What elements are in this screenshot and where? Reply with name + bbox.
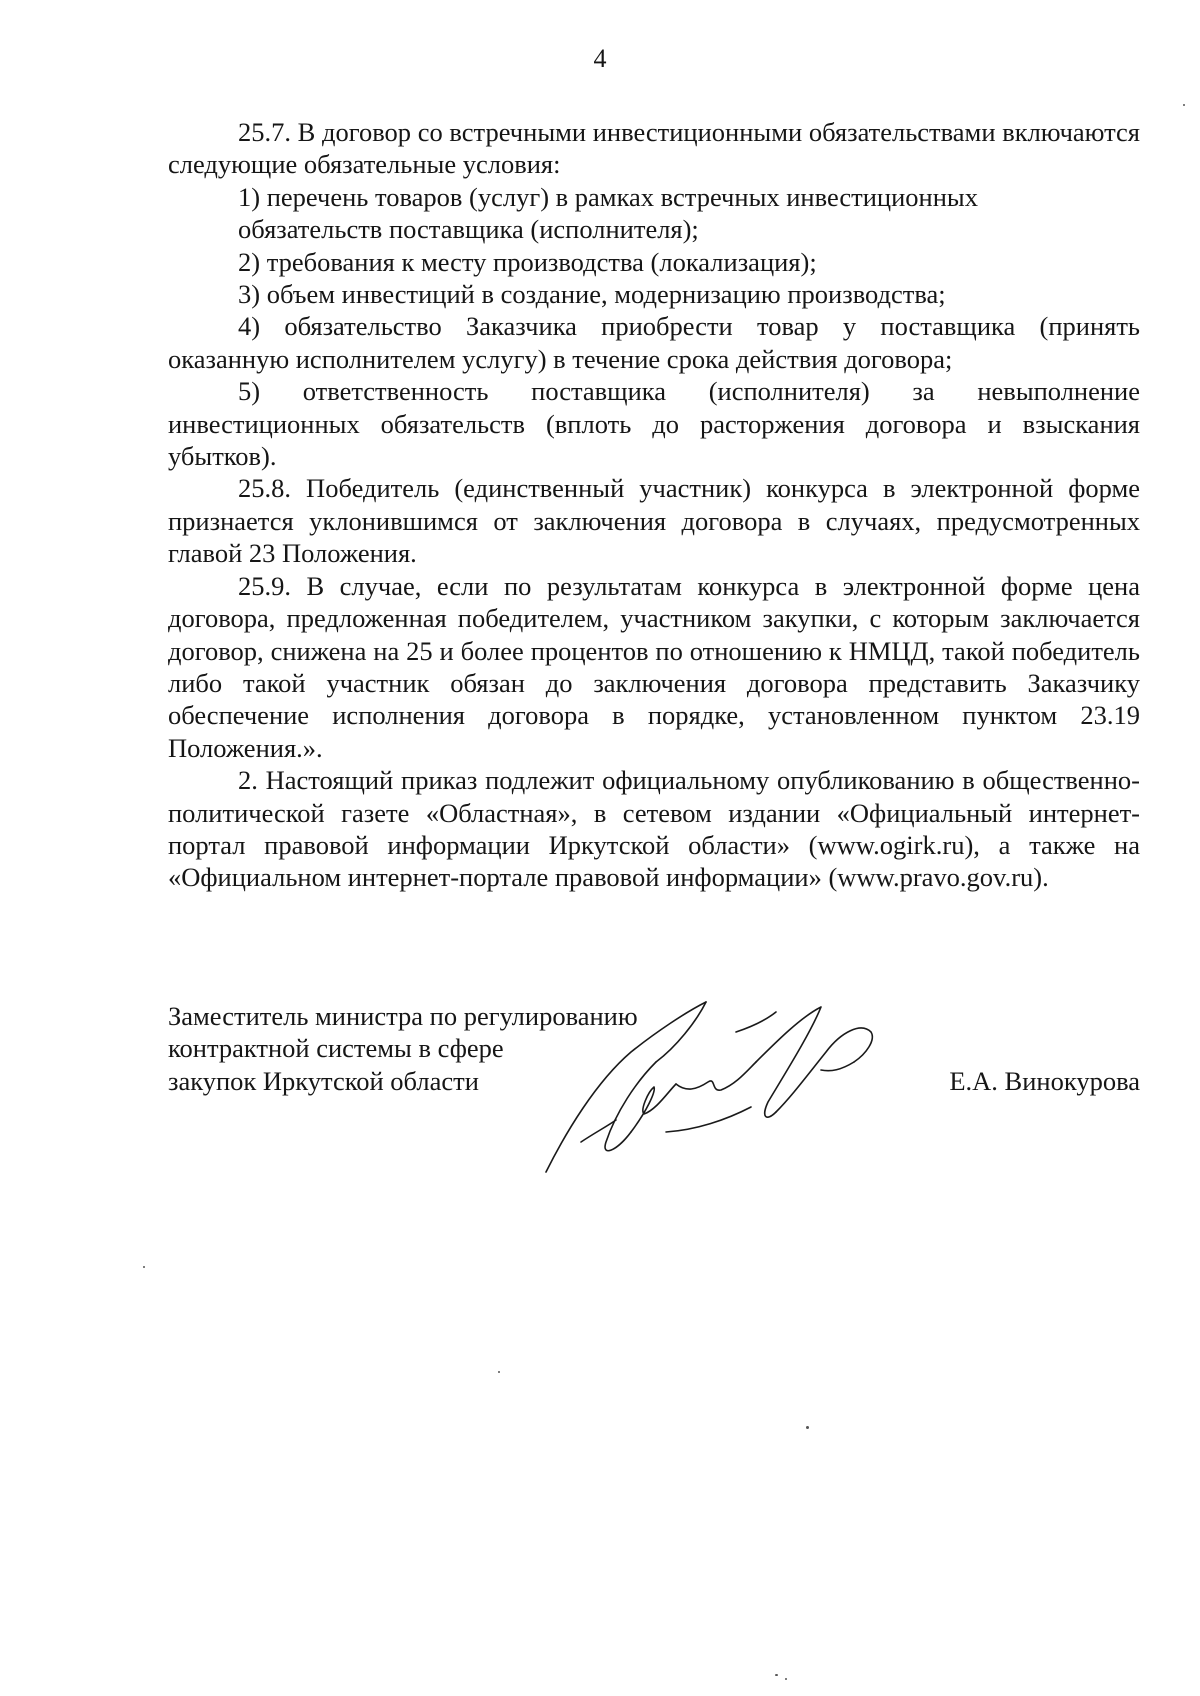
signatory-position-line: контрактной системы в сфере: [168, 1033, 504, 1064]
clause-25-8: 25.8. Победитель (единственный участник) конкурса в электронной форме признается уклонившимся от заключения договора в случаях, предусмотренных главой 23 Положения.: [168, 473, 1140, 569]
signature-block: [168, 1000, 1140, 1200]
publication-clause: 2. Настоящий приказ подлежит официальному опубликованию в общественно-политической газете «Областная», в сетевом издании «Официальный интернет-портал правовой информации Иркутской области» (www.ogirk.ru), а также на «Официальном интернет-портале правовой информации» (www.pravo.gov.ru).: [168, 765, 1140, 893]
scan-speck: [1183, 104, 1185, 106]
list-item-3: 3) объем инвестиций в создание, модернизацию производства;: [238, 279, 946, 310]
signatory-position-line: Заместитель министра по регулированию: [168, 1001, 638, 1031]
signatory-position-line: закупок Иркутской области: [168, 1065, 479, 1096]
list-item-4: 4) обязательство Заказчика приобрести товар у поставщика (принять оказанную исполнителем услугу) в течение срока действия договора;: [168, 311, 1140, 374]
page-number: 4: [593, 44, 607, 73]
list-item-1-continuation: обязательств поставщика (исполнителя);: [238, 214, 699, 245]
list-item-1: 1) перечень товаров (услуг) в рамках встречных инвестиционных: [238, 181, 978, 212]
scan-speck: [143, 1266, 145, 1268]
scan-speck: [775, 1674, 778, 1676]
clause-25-9: 25.9. В случае, если по результатам конкурса в электронной форме цена договора, предложенная победителем, участником закупки, с которым заключается договор, снижена на 25 и более процентов по отношению к НМЦД, такой победитель либо такой участник обязан до заключения договора представить Заказчику обеспечение исполнения договора в порядке, установленном пунктом 23.19 Положения.».: [168, 570, 1140, 763]
handwritten-signature: [536, 992, 896, 1182]
scan-speck: [785, 1678, 787, 1680]
list-item-2: 2) требования к месту производства (локализация);: [238, 246, 817, 277]
list-item-5: 5) ответственность поставщика (исполнителя) за невыполнение инвестиционных обязательств (вплоть до расторжения договора и взыскания убытков).: [168, 376, 1140, 472]
signatory-name: Е.А. Винокурова: [949, 1065, 1140, 1096]
scan-speck: [498, 1371, 500, 1373]
scan-speck: [806, 1426, 809, 1429]
clause-25-7: 25.7. В договор со встречными инвестиционными обязательствами включаются следующие обязательные условия:: [168, 117, 1140, 180]
document-body: [168, 116, 1140, 894]
